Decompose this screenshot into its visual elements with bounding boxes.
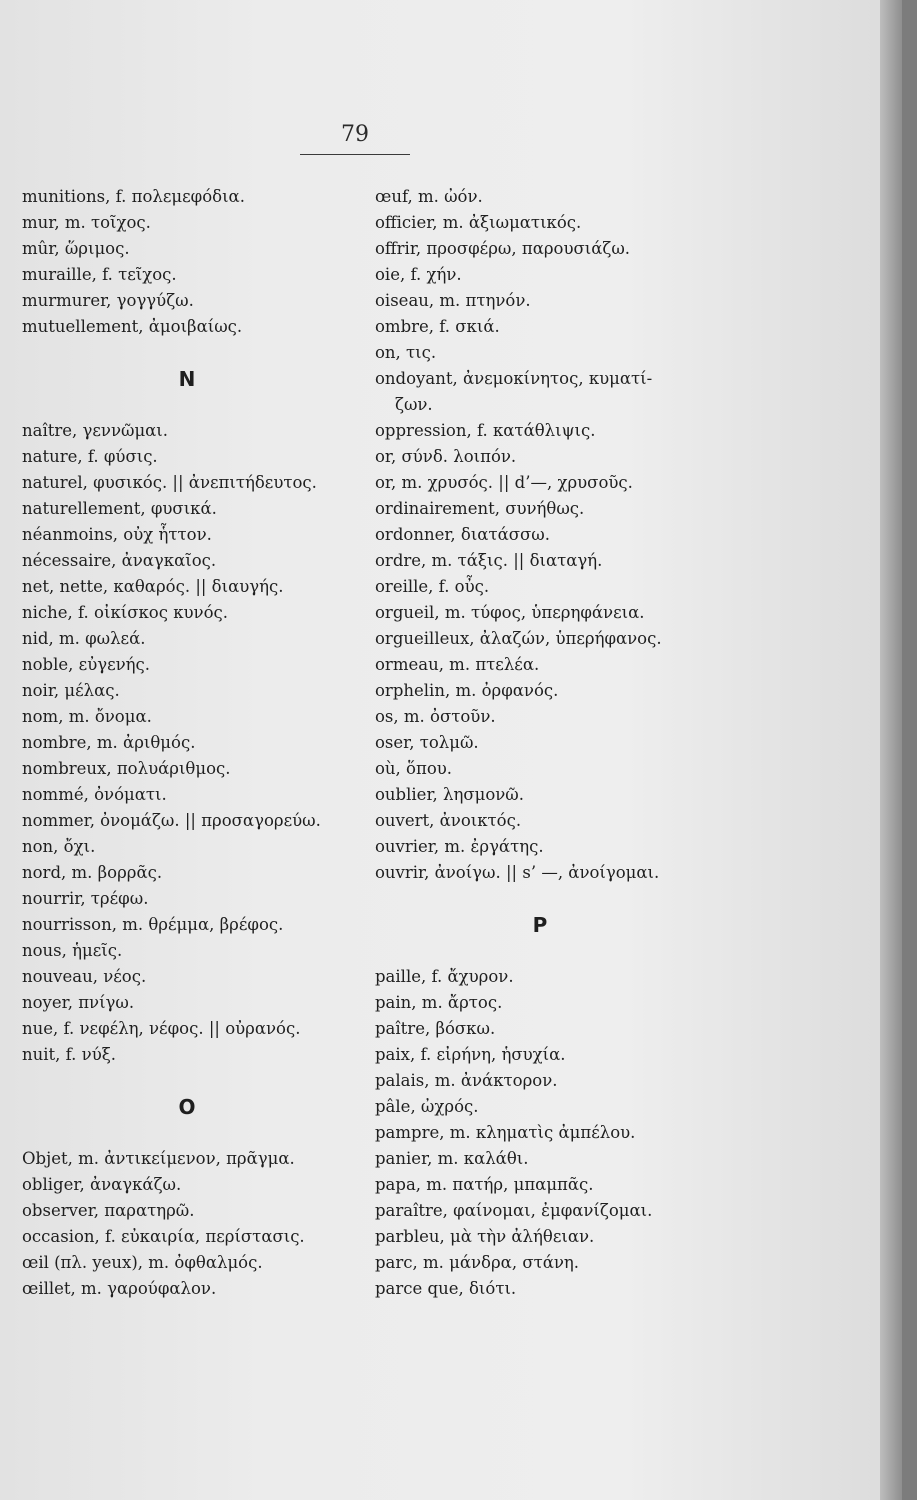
dictionary-entry: nourrisson, m. θρέμμα, βρέφος. bbox=[22, 915, 284, 934]
dictionary-entry: orgueilleux, ἀλαζών, ὑπερήφανος. bbox=[375, 629, 662, 648]
dictionary-entry: nous, ἡμεῖς. bbox=[22, 941, 123, 960]
dictionary-entry: ombre, f. σκιά. bbox=[375, 317, 500, 336]
dictionary-entry: nord, m. βορρᾶς. bbox=[22, 863, 163, 882]
dictionary-entry: ouvert, ἀνοικτός. bbox=[375, 811, 522, 830]
dictionary-entry: nombre, m. ἀριθμός. bbox=[22, 733, 196, 752]
dictionary-entry: mutuellement, ἀμοιβαίως. bbox=[22, 317, 243, 336]
dictionary-entry: ouvrir, ἀνοίγω. || s’ —, ἀνοίγομαι. bbox=[375, 863, 660, 882]
section-gap bbox=[375, 938, 715, 964]
dictionary-entry: nombreux, πολυάριθμος. bbox=[22, 759, 231, 778]
dictionary-entry: ordre, m. τάξις. || διαταγή. bbox=[375, 551, 603, 570]
section-gap bbox=[22, 1120, 362, 1146]
dictionary-entry: oublier, λησμονῶ. bbox=[375, 785, 524, 804]
section-letter: P bbox=[532, 913, 548, 937]
dictionary-entry: nourrir, τρέφω. bbox=[22, 889, 149, 908]
left-column bbox=[22, 184, 362, 1302]
dictionary-entry: pâle, ὠχρός. bbox=[375, 1097, 479, 1116]
dictionary-entry: naturel, φυσικός. || ἀνεπιτήδευτος. bbox=[22, 473, 317, 492]
dictionary-entry: or, m. χρυσός. || d’—, χρυσοῦς. bbox=[375, 473, 633, 492]
dictionary-entry: ζων. bbox=[395, 395, 433, 414]
dictionary-entry: où, ὅπου. bbox=[375, 759, 453, 778]
dictionary-entry: mûr, ὥριμος. bbox=[22, 239, 130, 258]
dictionary-entry: orgueil, m. τύφος, ὑπερηφάνεια. bbox=[375, 603, 645, 622]
dictionary-entry: panier, m. καλάθι. bbox=[375, 1149, 529, 1168]
page-edge bbox=[880, 0, 902, 1500]
dictionary-entry: os, m. ὀστοῦν. bbox=[375, 707, 496, 726]
dictionary-entry: officier, m. ἀξιωματικός. bbox=[375, 213, 582, 232]
dictionary-entry: pain, m. ἄρτος. bbox=[375, 993, 503, 1012]
dictionary-entry: ordinairement, συνήθως. bbox=[375, 499, 585, 518]
dictionary-entry: oser, τολμῶ. bbox=[375, 733, 479, 752]
dictionary-entry: oiseau, m. πτηνόν. bbox=[375, 291, 531, 310]
dictionary-entry: œil (πλ. yeux), m. ὀφθαλμός. bbox=[22, 1253, 263, 1272]
dictionary-entry: offrir, προσφέρω, παρουσιάζω. bbox=[375, 239, 631, 258]
dictionary-entry: naturellement, φυσικά. bbox=[22, 499, 217, 518]
dictionary-entry: oie, f. χήν. bbox=[375, 265, 462, 284]
dictionary-entry: oppression, f. κατάθλιψις. bbox=[375, 421, 596, 440]
dictionary-entry: orphelin, m. ὀρφανός. bbox=[375, 681, 559, 700]
dictionary-entry: nom, m. ὄνομα. bbox=[22, 707, 152, 726]
dictionary-entry: net, nette, καθαρός. || διαυγής. bbox=[22, 577, 284, 596]
dictionary-entry: ormeau, m. πτελέα. bbox=[375, 655, 540, 674]
dictionary-entry: pampre, m. κληματὶς ἀμπέλου. bbox=[375, 1123, 636, 1142]
dictionary-entry: on, τις. bbox=[375, 343, 437, 362]
page-number-rule bbox=[300, 154, 410, 155]
dictionary-entry: paître, βόσκω. bbox=[375, 1019, 496, 1038]
dictionary-entry: murmurer, γογγύζω. bbox=[22, 291, 194, 310]
dictionary-entry: nouveau, νέος. bbox=[22, 967, 147, 986]
section-gap bbox=[22, 340, 362, 366]
dictionary-entry: mur, m. τοῖχος. bbox=[22, 213, 151, 232]
dictionary-entry: ondoyant, ἀνεμοκίνητος, κυματί- bbox=[375, 369, 653, 388]
dictionary-entry: nommer, ὀνομάζω. || προσαγορεύω. bbox=[22, 811, 321, 830]
dictionary-entry: palais, m. ἀνάκτορον. bbox=[375, 1071, 558, 1090]
dictionary-entry: muraille, f. τεῖχος. bbox=[22, 265, 177, 284]
dictionary-entry: néanmoins, οὐχ ἧττον. bbox=[22, 525, 212, 544]
dictionary-entry: œillet, m. γαρούφαλον. bbox=[22, 1279, 217, 1298]
dictionary-entry: munitions, f. πολεμεφόδια. bbox=[22, 187, 245, 206]
dictionary-entry: paraître, φαίνομαι, ἐμφανίζομαι. bbox=[375, 1201, 653, 1220]
dictionary-entry: œuf, m. ὠόν. bbox=[375, 187, 483, 206]
section-gap bbox=[22, 1068, 362, 1094]
dictionary-entry: nue, f. νεφέλη, νέφος. || οὐρανός. bbox=[22, 1019, 301, 1038]
dictionary-entry: noble, εὐγενής. bbox=[22, 655, 151, 674]
dictionary-entry: observer, παρατηρῶ. bbox=[22, 1201, 195, 1220]
dictionary-entry: naître, γεννῶμαι. bbox=[22, 421, 169, 440]
dictionary-entry: paix, f. εἰρήνη, ἡσυχία. bbox=[375, 1045, 566, 1064]
dictionary-entry: nature, f. φύσις. bbox=[22, 447, 158, 466]
dictionary-entry: ordonner, διατάσσω. bbox=[375, 525, 550, 544]
dictionary-entry: non, ὄχι. bbox=[22, 837, 96, 856]
dictionary-entry: ouvrier, m. ἐργάτης. bbox=[375, 837, 544, 856]
dictionary-entry: oreille, f. οὖς. bbox=[375, 577, 490, 596]
page-number: 79 bbox=[341, 122, 369, 147]
section-letter: O bbox=[178, 1095, 196, 1119]
dictionary-entry: paille, f. ἄχυρον. bbox=[375, 967, 514, 986]
dictionary-entry: nuit, f. νύξ. bbox=[22, 1045, 117, 1064]
dictionary-entry: or, σύνδ. λοιπόν. bbox=[375, 447, 517, 466]
dictionary-entry: occasion, f. εὐκαιρία, περίστασις. bbox=[22, 1227, 305, 1246]
dictionary-entry: nommé, ὀνόματι. bbox=[22, 785, 167, 804]
dictionary-entry: parce que, διότι. bbox=[375, 1279, 517, 1298]
dictionary-entry: papa, m. πατήρ, μπαμπᾶς. bbox=[375, 1175, 594, 1194]
dictionary-entry: parc, m. μάνδρα, στάνη. bbox=[375, 1253, 580, 1272]
section-letter: N bbox=[178, 367, 196, 391]
dictionary-entry: noir, μέλας. bbox=[22, 681, 120, 700]
section-gap bbox=[375, 886, 715, 912]
dictionary-entry: obliger, ἀναγκάζω. bbox=[22, 1175, 182, 1194]
dictionary-entry: noyer, πνίγω. bbox=[22, 993, 135, 1012]
right-column bbox=[375, 184, 715, 1302]
dictionary-entry: niche, f. οἰκίσκος κυνός. bbox=[22, 603, 229, 622]
dictionary-entry: Objet, m. ἀντικείμενον, πρᾶγμα. bbox=[22, 1149, 295, 1168]
dictionary-entry: parbleu, μὰ τὴν ἀλήθειαν. bbox=[375, 1227, 595, 1246]
dictionary-entry: nid, m. φωλεά. bbox=[22, 629, 146, 648]
section-gap bbox=[22, 392, 362, 418]
dictionary-entry: nécessaire, ἀναγκαῖος. bbox=[22, 551, 217, 570]
